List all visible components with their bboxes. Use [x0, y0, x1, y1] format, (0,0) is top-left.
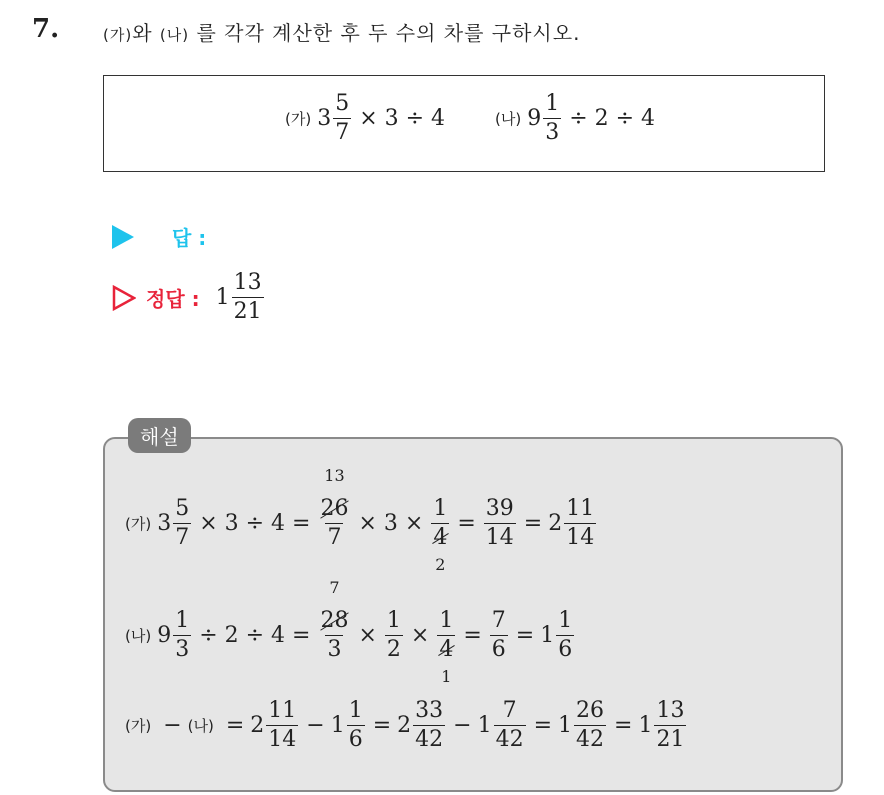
problem-na-label: (나)	[495, 110, 522, 128]
denominator: 3	[545, 120, 560, 145]
whole: 1	[477, 713, 492, 738]
label-ga: (가)	[103, 26, 133, 44]
numerator: 11	[268, 698, 297, 723]
line1-op2: × 3 ×	[358, 511, 424, 536]
problem-na-fraction	[543, 93, 561, 144]
numerator: 11	[566, 496, 595, 521]
line1-label: (가)	[125, 515, 152, 533]
numerator: 39	[485, 496, 514, 521]
answer-line	[112, 222, 206, 251]
times: ×	[358, 623, 377, 648]
problem-na-tail: ÷ 2 ÷ 4	[569, 106, 656, 131]
question-text	[103, 17, 580, 46]
denominator: 14	[485, 525, 514, 550]
times: ×	[410, 623, 430, 648]
problem-box	[103, 75, 825, 172]
numerator: 1	[348, 698, 363, 723]
denominator: 21	[233, 299, 262, 324]
minus: −	[453, 713, 472, 738]
numerator: 1	[545, 91, 560, 116]
numerator: 26	[576, 698, 605, 723]
equals: =	[225, 713, 245, 738]
line2-op1: ÷ 2 ÷ 4 =	[199, 623, 311, 648]
minus: −	[306, 713, 325, 738]
numerator: 7	[491, 608, 506, 633]
denominator: 7	[175, 525, 190, 550]
denominator: 14	[268, 727, 297, 752]
explanation-line-3	[125, 700, 688, 751]
problem-na	[495, 93, 661, 144]
equals: =	[372, 713, 392, 738]
outline-play-icon	[112, 285, 136, 311]
problem-ga	[285, 93, 451, 144]
line2-whole: 9	[157, 623, 172, 648]
whole: 2	[397, 713, 412, 738]
denominator: 3	[175, 637, 190, 662]
line3-label-ga: (가)	[125, 717, 152, 735]
numerator: 1	[175, 608, 190, 633]
problem-ga-fraction	[333, 93, 351, 144]
line2-label: (나)	[125, 627, 152, 645]
equals: =	[515, 623, 535, 648]
cancel-result: 13	[324, 466, 345, 485]
numerator: 13	[656, 698, 685, 723]
numerator: 1	[433, 496, 448, 521]
numerator: 13	[233, 270, 262, 295]
cancel-result: 1	[441, 667, 452, 686]
denominator: 42	[495, 727, 524, 752]
correct-answer-label: 정답 :	[146, 287, 200, 311]
numerator: 1	[439, 608, 454, 633]
correct-answer-line	[112, 272, 266, 323]
numerator: 1	[558, 608, 573, 633]
answer-label: 답 :	[172, 226, 207, 250]
problem-ga-tail: × 3 ÷ 4	[359, 106, 446, 131]
cancel-result: 7	[329, 578, 340, 597]
equals: =	[463, 623, 482, 648]
numerator: 5	[175, 496, 190, 521]
explanation-line-1	[125, 466, 598, 574]
numerator-cancelled: 26	[320, 496, 349, 521]
equals: =	[614, 713, 633, 738]
cancel-result: 2	[435, 555, 446, 574]
line3-label-na: (나)	[187, 717, 214, 735]
denominator: 7	[327, 525, 342, 550]
denominator: 21	[656, 727, 685, 752]
denominator: 6	[491, 637, 506, 662]
line1-op1: × 3 ÷ 4 =	[199, 511, 311, 536]
denominator: 42	[415, 727, 444, 752]
whole: 1	[638, 713, 653, 738]
denominator: 7	[335, 120, 350, 145]
line1-whole: 3	[157, 511, 172, 536]
question-text-rest: 를 각각 계산한 후 두 수의 차를 구하시오.	[189, 21, 581, 45]
denominator-cancelled: 4	[439, 637, 454, 662]
whole: 1	[330, 713, 345, 738]
correct-answer-value	[216, 272, 266, 323]
problem-ga-whole: 3	[317, 106, 332, 131]
numerator: 1	[386, 608, 401, 633]
question-text-middle: 와	[132, 21, 160, 45]
denominator: 6	[558, 637, 573, 662]
problem-ga-label: (가)	[285, 110, 312, 128]
numerator: 7	[502, 698, 517, 723]
label-na: (나)	[159, 26, 190, 44]
equals: =	[523, 511, 543, 536]
denominator: 42	[576, 727, 605, 752]
explanation-line-2	[125, 578, 576, 686]
equals: =	[457, 511, 476, 536]
denominator-cancelled: 4	[433, 525, 448, 550]
denominator: 2	[386, 637, 401, 662]
numerator: 5	[335, 91, 350, 116]
whole: 1	[558, 713, 573, 738]
minus: −	[163, 713, 182, 738]
result-whole: 2	[548, 511, 563, 536]
play-icon	[112, 225, 134, 249]
question-number: 7.	[32, 14, 60, 44]
numerator: 33	[415, 698, 444, 723]
denominator: 6	[348, 727, 363, 752]
denominator: 3	[327, 637, 342, 662]
result-whole: 1	[540, 623, 555, 648]
problem-na-whole: 9	[527, 106, 542, 131]
denominator: 14	[566, 525, 595, 550]
explanation-tag: 해설	[128, 418, 191, 453]
correct-whole: 1	[215, 285, 230, 310]
equals: =	[533, 713, 553, 738]
whole: 2	[250, 713, 265, 738]
numerator-cancelled: 28	[320, 608, 349, 633]
